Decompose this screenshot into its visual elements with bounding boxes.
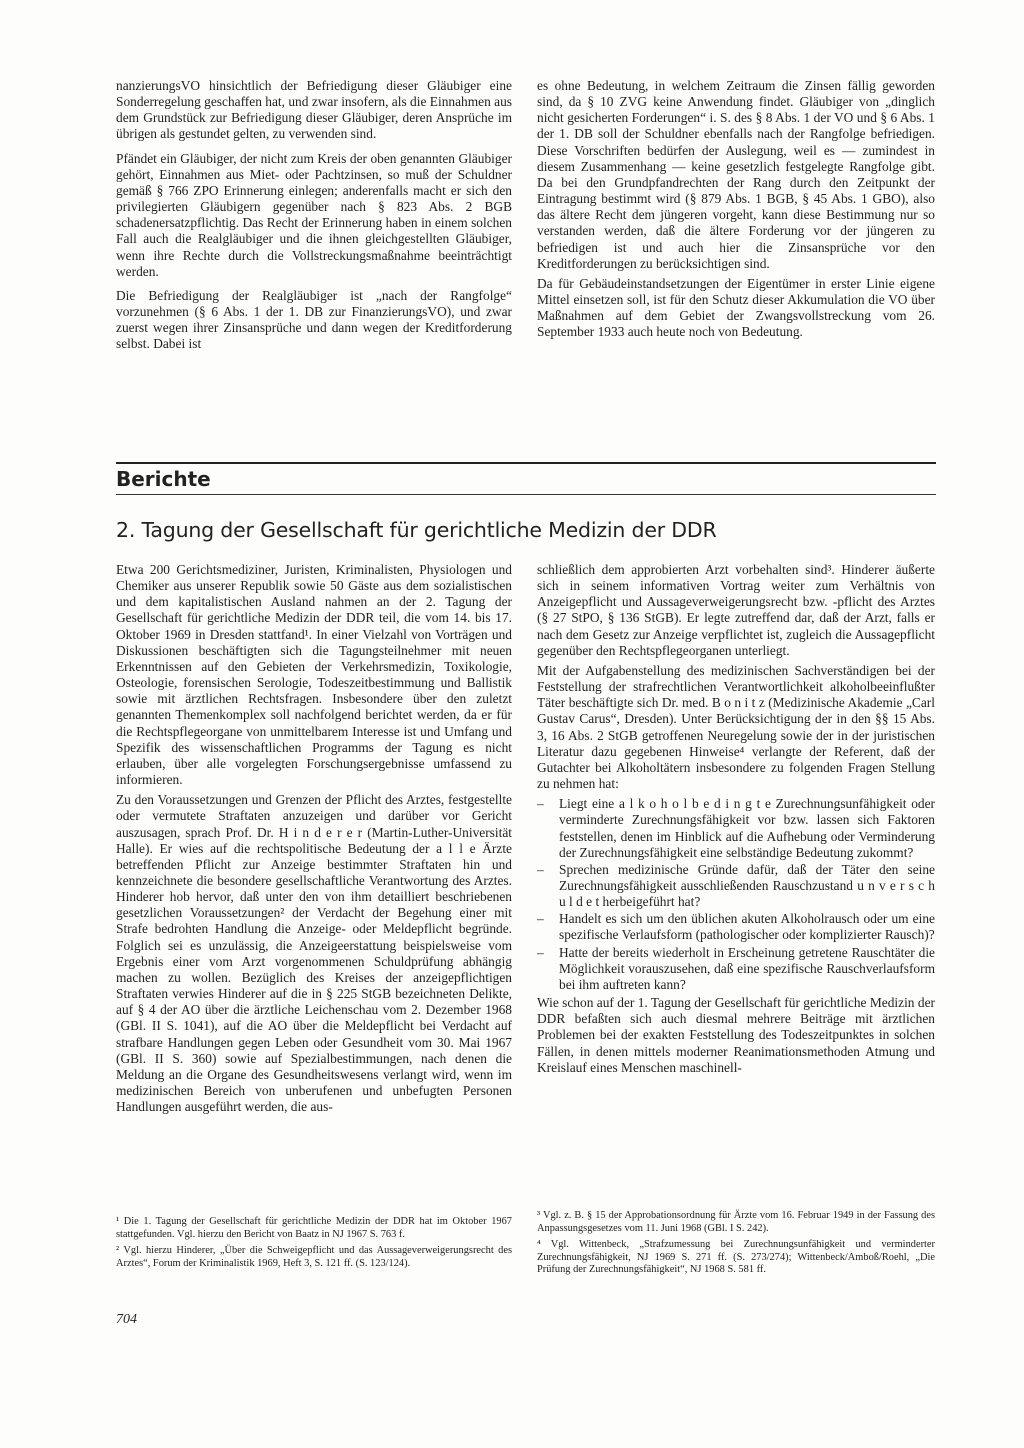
- paragraph: Die Befriedigung der Realgläubiger ist „nach der Rangfolge“ vorzunehmen (§ 6 Abs. 1 der 1. DB zur FinanzierungsVO), und zwar zuerst wegen ihrer Zinsansprüche und dann wegen der Kreditforderung selbst. Dabei ist: [116, 287, 512, 352]
- section-divider: [116, 462, 936, 464]
- paragraph: es ohne Bedeutung, in welchem Zeitraum die Zinsen fällig geworden sind, da § 10 ZVG keine Anwendung findet. Gläubiger von „dinglich nicht gesicherten Forderungen“ i. S. des § 8 Abs. 1 der VO und § 6 Abs. 1 der 1. DB soll der Schuldner ebenfalls nach der Rangfolge befriedigen. Diese Vorschriften bedürfen der Auslegung, weil es — zumindest in diesem Zusammenhang — keine gesetzlich festgelegte Rangfolge gibt. Da bei den Grundpfandrechten der Rang durch den Zeitpunkt der Eintragung bestimmt wird (§ 879 Abs. 1 BGB, § 45 Abs. 1 GBO), also das ältere Recht dem jüngeren vorgeht, kann diese Bestimmung nur so verstanden werden, daß die ältere Forderung vor der jüngeren zu befriedigen ist und auch hier die Zinsansprüche vor den Kreditforderungen zu berücksichtigen sind.: [537, 78, 935, 271]
- article-right-column: [537, 562, 935, 1080]
- section-heading: Berichte: [116, 467, 211, 491]
- footnote: ¹ Die 1. Tagung der Gesellschaft für gerichtliche Medizin der DDR hat im Oktober 1967 stattgefunden. Vgl. hierzu den Bericht von Baatz in NJ 1967 S. 763 f.: [116, 1216, 512, 1240]
- footnotes-right: [537, 1210, 935, 1281]
- paragraph: Mit der Aufgabenstellung des medizinischen Sachverständigen bei der Feststellung der strafrechtlichen Verantwortlichkeit alkoholbeeinflußter Täter beschäftigte sich Dr. med. B o n i t z (Medizinische Akademie „Carl Gustav Carus“, Dresden). Unter Berücksichtigung der in den §§ 15 Abs. 3, 16 Abs. 2 StGB getroffenen Neuregelung sowie der in der juristischen Literatur dazu gegebenen Hinweise⁴ verlangte der Referent, daß der Gutachter bei Alkoholtätern insbesondere zu folgenden Fragen Stellung zu nehmen hat:: [537, 662, 935, 792]
- footnote: ³ Vgl. z. B. § 15 der Approbationsordnung für Ärzte vom 16. Februar 1949 in der Fassung des Anpassungsgesetzes vom 11. Juni 1968 (GBl. I S. 242).: [537, 1210, 935, 1234]
- paragraph: Zu den Voraussetzungen und Grenzen der Pflicht des Arztes, festgestellte oder vermutete Straftaten anzuzeigen und darüber vor Gericht auszusagen, sprach Prof. Dr. H i n d e r e r (Martin-Luther-Universität Halle). Er wies auf die rechtspolitische Bedeutung der a l l e Ärzte betreffenden Pflicht zur Anzeige bestimmter Straftaten hin und kennzeichnete die besondere gesellschaftliche Verantwortung des Arztes. Hinderer hob hervor, daß unter den von ihm detailliert beschriebenen gesetzlichen Voraussetzungen² der Verdacht der Begehung einer mit Strafe bedrohten Handlung die Anzeige- oder Meldepflicht begründe. Folglich sei es unzulässig, die Anzeigeerstattung beispielsweise vom Ergebnis einer vom Arzt vorgenommenen Schuldprüfung abhängig machen zu wollen. Bezüglich des Kreises der anzeigepflichtigen Straftaten verwies Hinderer auf die in § 225 StGB bezeichneten Delikte, auf § 4 der AO über die ärztliche Leichenschau vom 2. Dezember 1968 (GBl. II S. 1041), auf die AO über die Meldepflicht bei Verdacht auf strafbare Handlungen gegen Leben oder Gesundheit vom 30. Mai 1967 (GBl. II S. 360) sowie auf Spezialbestimmungen, nach denen die Meldung an die Organe des Gesundheitswesens verlangt wird, wenn im medizinischen Bereich von unberufenen und unbefugten Personen Handlungen ausgeführt werden, die aus-: [116, 792, 512, 1115]
- article-left-column: [116, 562, 512, 1119]
- list-item: – Sprechen medizinische Gründe dafür, daß der Täter den seine Zurechnungsfähigkeit ausschließenden Rauschzustand u n v e r s c h u l d e t herbeigeführt hat?: [537, 862, 935, 910]
- list-item: – Handelt es sich um den üblichen akuten Alkoholrausch oder um eine spezifische Verlaufsform (pathologischer oder komplizierter Rausch)?: [537, 911, 935, 943]
- paragraph: nanzierungsVO hinsichtlich der Befriedigung dieser Gläubiger eine Sonderregelung geschaffen hat, und zwar insofern, als die Einnahmen aus dem Grundstück zur Befriedigung dieser Gläubiger, deren Ansprüche im übrigen als gestundet gelten, zu verwenden sind.: [116, 78, 512, 142]
- list-item: – Hatte der bereits wiederholt in Erscheinung getretene Rauschtäter die Möglichkeit vorauszusehen, daß eine spezifische Rauschverlaufsform bei ihm auftreten kann?: [537, 945, 935, 993]
- question-list: [537, 796, 935, 993]
- footnotes-left: [116, 1216, 512, 1274]
- paragraph: Etwa 200 Gerichtsmediziner, Juristen, Kriminalisten, Physiologen und Chemiker aus unserer Republik sowie 50 Gäste aus dem sozialistischen und dem kapitalistischen Ausland nahmen an der 2. Tagung der Gesellschaft für gerichtliche Medizin der DDR teil, die vom 14. bis 17. Oktober 1969 in Dresden stattfand¹. In einer Vielzahl von Vorträgen und Diskussionen beschäftigten sich die Tagungsteilnehmer mit neuen Erkenntnissen auf den Gebieten der Verkehrsmedizin, Toxikologie, Osteologie, forensischen Serologie, Todeszeitbestimmung und Ballistik sowie mit ärztlichen Rechtsfragen. Insbesondere über den zuletzt genannten Themenkomplex soll nachfolgend berichtet werden, da er für die Rechtspflegeorgane von unmittelbarem Interesse ist und Umfang und Spezifik des wissenschaftlichen Programms der Tagung es nicht erlauben, über alle vorgelegten Forschungsergebnisse umfassend zu informieren.: [116, 562, 512, 788]
- page-number: 704: [116, 1312, 137, 1327]
- paragraph: Wie schon auf der 1. Tagung der Gesellschaft für gerichtliche Medizin der DDR befaßten sich auch diesmal mehrere Beiträge mit ärztlichen Problemen bei der exakten Feststellung des Todeszeitpunktes in solchen Fällen, in denen mittels moderner Reanimationsmethoden Atmung und Kreislauf eines Menschen maschinell-: [537, 995, 935, 1075]
- footnote: ⁴ Vgl. Wittenbeck, „Strafzumessung bei Zurechnungsunfähigkeit und verminderter Zurechnungsfähigkeit, NJ 1969 S. 271 ff. (S. 273/274); Wittenbeck/Amboß/Roehl, „Die Prüfung der Zurechnungsfähigkeit“, NJ 1968 S. 581 ff.: [537, 1239, 935, 1276]
- paragraph: schließlich dem approbierten Arzt vorbehalten sind³. Hinderer äußerte sich in seinem informativen Vortrag weiter zum Verhältnis von Anzeigepflicht und Aussageverweigerungsrecht bzw. -pflicht des Arztes (§ 27 StPO, § 136 StGB). Er legte zutreffend dar, daß der Arzt, falls er nach dem Gesetz zur Anzeige verpflichtet ist, zugleich die Aussagepflicht gegenüber den Rechtspflegeorganen unterliegt.: [537, 562, 935, 658]
- paragraph: Da für Gebäudeinstandsetzungen der Eigentümer in erster Linie eigene Mittel einsetzen soll, ist für den Schutz dieser Akkumulation die VO über Maßnahmen auf dem Gebiet der Zwangsvollstreckung vom 26. September 1933 auch heute noch von Bedeutung.: [537, 275, 935, 340]
- heading-divider: [116, 494, 936, 495]
- top-right-column: [537, 78, 935, 345]
- list-item: – Liegt eine a l k o h o l b e d i n g t e Zurechnungsunfähigkeit oder verminderte Zurechnungsfähigkeit vor bzw. lassen sich Faktoren feststellen, denen im Hinblick auf die Aufhebung oder Verminderung der Zurechnungsfähigkeit eine selbständige Bedeutung zukommt?: [537, 796, 935, 861]
- top-left-column: [116, 78, 512, 361]
- footnote: ² Vgl. hierzu Hinderer, „Über die Schweigepflicht und das Aussageverweigerungsrecht des Arztes“, Forum der Kriminalistik 1969, Heft 3, S. 121 ff. (S. 123/124).: [116, 1245, 512, 1269]
- paragraph: Pfändet ein Gläubiger, der nicht zum Kreis der oben genannten Gläubiger gehört, Einnahmen aus Miet- oder Pachtzinsen, so muß der Schuldner gemäß § 766 ZPO Erinnerung einlegen; anderenfalls macht er sich den privilegierten Gläubigern gegenüber nach § 823 Abs. 2 BGB schadenersatzpflichtig. Das Recht der Erinnerung haben in einem solchen Fall auch die Realgläubiger und die ihnen gleichgestellten Gläubiger, wenn ihre Rechte durch die Vollstreckungsmaßnahme beeinträchtigt werden.: [116, 150, 512, 279]
- article-title: 2. Tagung der Gesellschaft für gerichtliche Medizin der DDR: [116, 518, 717, 542]
